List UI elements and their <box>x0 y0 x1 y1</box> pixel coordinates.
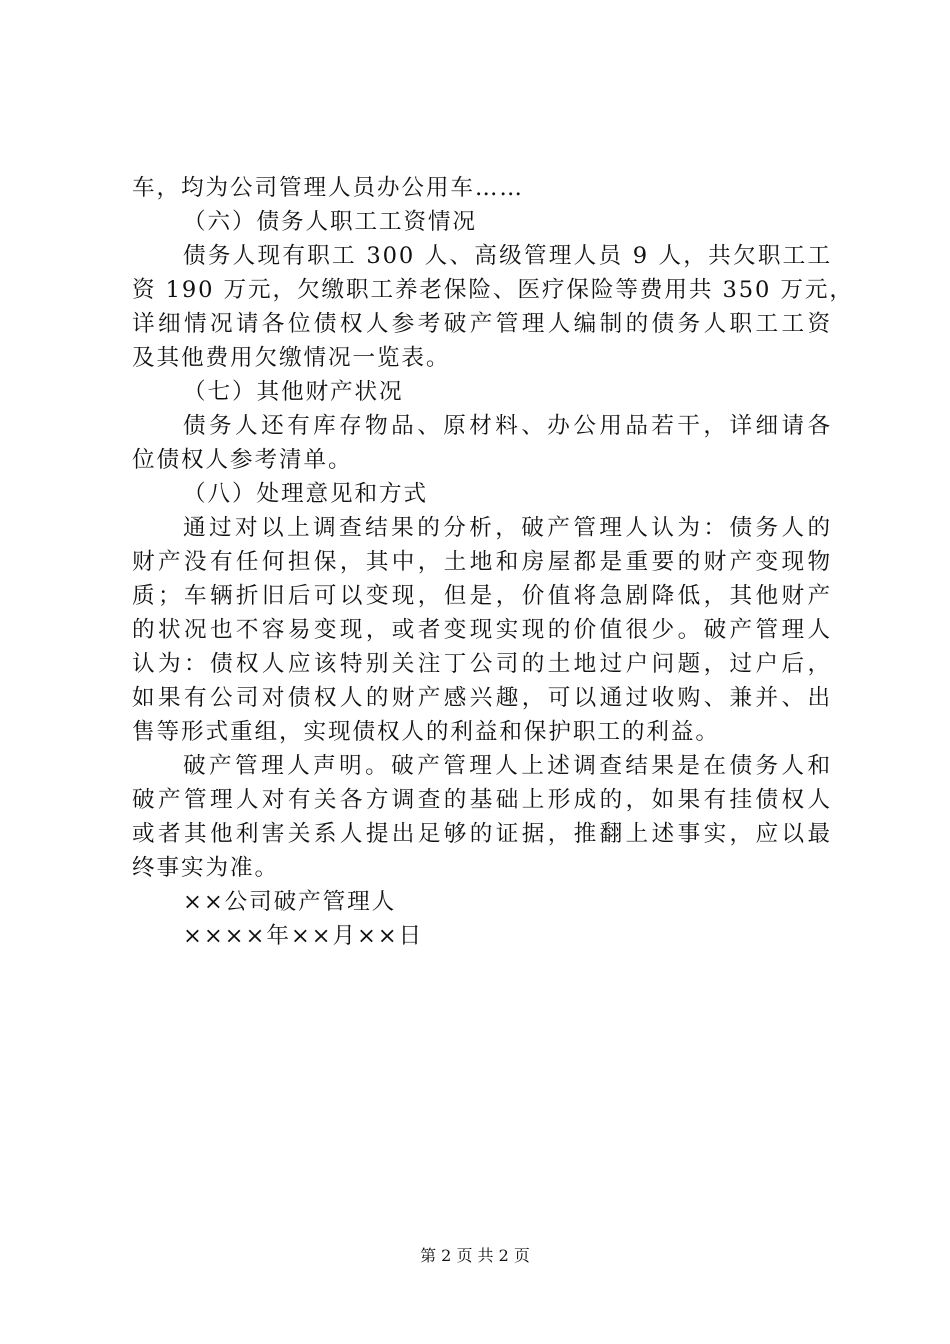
text-line: 破产管理人声明。破产管理人上述调查结果是在债务人和 <box>183 753 832 779</box>
text-line: 车，均为公司管理人员办公用车…… <box>132 175 524 201</box>
text-line: 或者其他利害关系人提出足够的证据，推翻上述事实，应以最 <box>132 821 832 847</box>
document-body <box>132 171 854 953</box>
text-line: 资 190 万元，欠缴职工养老保险、医疗保险等费用共 350 万元， <box>132 277 854 303</box>
text-line: ××××年××月××日 <box>183 923 424 949</box>
text-line: （六）债务人职工工资情况 <box>183 209 477 235</box>
text-line: 通过对以上调查结果的分析，破产管理人认为：债务人的 <box>183 515 832 541</box>
text-line: 质；车辆折旧后可以变现，但是，价值将急剧降低，其他财产 <box>132 583 832 609</box>
text-line: 售等形式重组，实现债权人的利益和保护职工的利益。 <box>132 719 720 745</box>
page-number-footer: 第 2 页 共 2 页 <box>420 1246 530 1265</box>
text-line: 及其他费用欠缴情况一览表。 <box>132 345 451 371</box>
text-line: 的状况也不容易变现，或者变现实现的价值很少。破产管理人 <box>132 617 832 643</box>
text-line: 位债权人参考清单。 <box>132 447 353 473</box>
text-line: 详细情况请各位债权人参考破产管理人编制的债务人职工工资 <box>132 311 832 337</box>
text-line: （七）其他财产状况 <box>183 379 404 405</box>
text-line: 终事实为准。 <box>132 855 279 881</box>
text-line: （八）处理意见和方式 <box>183 481 428 507</box>
text-line: 财产没有任何担保，其中，土地和房屋都是重要的财产变现物 <box>132 549 832 575</box>
text-line: 债务人还有库存物品、原材料、办公用品若干，详细请各 <box>183 413 832 439</box>
text-line: ××公司破产管理人 <box>183 889 397 915</box>
text-line: 破产管理人对有关各方调查的基础上形成的，如果有挂债权人 <box>132 787 832 813</box>
text-line: 债务人现有职工 300 人、高级管理人员 9 人，共欠职工工 <box>183 243 832 269</box>
text-line: 如果有公司对债权人的财产感兴趣，可以通过收购、兼并、出 <box>132 685 832 711</box>
text-line: 认为：债权人应该特别关注丁公司的土地过户问题，过户后， <box>132 651 832 677</box>
